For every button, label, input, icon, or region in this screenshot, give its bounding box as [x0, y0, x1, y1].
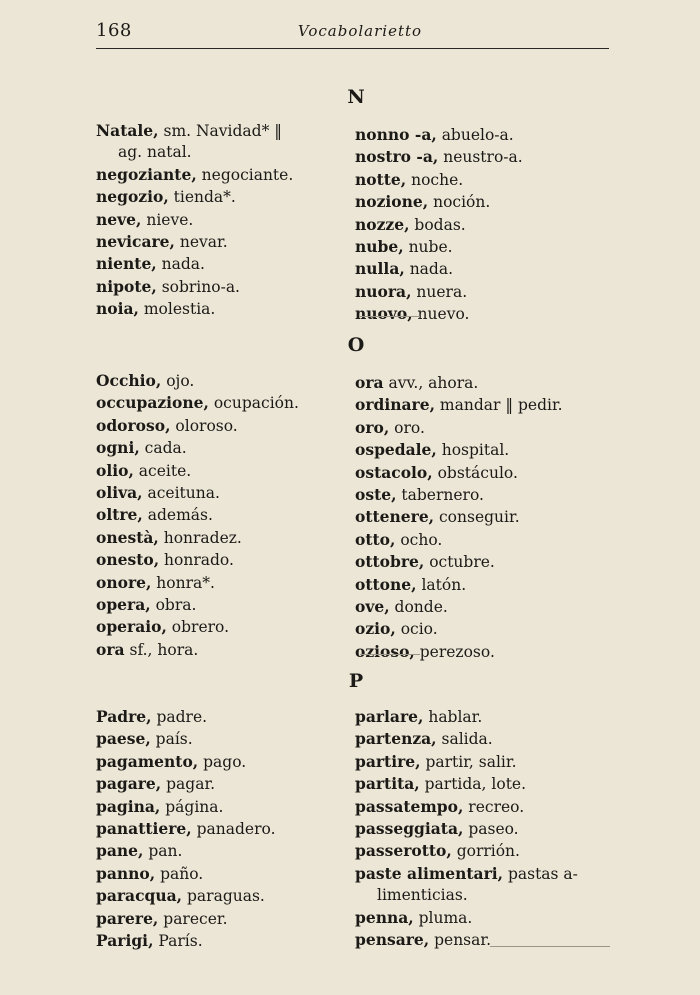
entry-headword: panattiere,: [96, 819, 192, 839]
dictionary-entry: [355, 863, 578, 907]
entry-definition: ocho.: [395, 530, 443, 549]
dictionary-entry: [96, 796, 276, 818]
entry-definition: ojo.: [161, 372, 195, 390]
entry-definition: bodas.: [409, 215, 466, 234]
entry-headword: pagamento,: [96, 751, 199, 771]
dictionary-entry: [96, 415, 299, 437]
entry-definition: página.: [160, 797, 224, 816]
entry-headword: otto,: [355, 529, 396, 549]
section-p-right-column: [355, 706, 578, 951]
dictionary-entry: [96, 253, 293, 275]
entry-headword: Occhio,: [96, 371, 162, 390]
entry-headword: pane,: [96, 841, 144, 861]
entry-definition: nuera.: [411, 282, 468, 301]
entry-headword: Natale,: [96, 121, 159, 140]
section-letter-p: P: [348, 670, 364, 692]
dictionary-entry: [355, 394, 563, 416]
entry-headword: panno,: [96, 863, 156, 883]
entry-headword: onestà,: [96, 527, 159, 547]
entry-definition: hablar.: [423, 708, 483, 726]
entry-definition: nada.: [404, 260, 454, 279]
dictionary-entry: [96, 594, 299, 616]
entry-headword: nozione,: [355, 192, 429, 212]
entry-headword: ospedale,: [355, 440, 437, 460]
entry-definition: sobrino-a.: [156, 277, 240, 296]
entry-definition: sf., hora.: [124, 640, 199, 659]
entry-headword: odoroso,: [96, 415, 171, 435]
entry-definition: abuelo-a.: [436, 126, 514, 144]
entry-headword: ottobre,: [355, 552, 425, 572]
entry-definition: octubre.: [424, 553, 495, 572]
dictionary-entry: [355, 484, 563, 506]
entry-definition: honrado.: [159, 551, 234, 570]
dictionary-entry: [355, 258, 523, 280]
dictionary-entry: [96, 437, 299, 459]
dictionary-entry: [355, 169, 523, 191]
dictionary-entry: [96, 164, 293, 186]
dictionary-entry: [355, 840, 578, 862]
entry-headword: ove,: [355, 597, 390, 617]
entry-definition: oro.: [389, 418, 425, 437]
entry-headword: niente,: [96, 254, 157, 274]
dictionary-entry: [355, 191, 523, 213]
entry-definition: neustro-a.: [438, 148, 523, 167]
entry-definition: país.: [150, 730, 193, 749]
section-o-bottom-rule: [360, 654, 420, 655]
entry-definition: perezoso.: [414, 642, 495, 661]
entry-headword: pensare,: [355, 930, 430, 950]
dictionary-entry: [355, 773, 578, 795]
entry-definition: paseo.: [463, 820, 519, 839]
entry-definition: obstáculo.: [432, 463, 518, 482]
dictionary-entry: [96, 120, 293, 164]
entry-headword: neve,: [96, 209, 142, 229]
entry-definition: aceite.: [133, 461, 192, 480]
dictionary-entry: [96, 572, 299, 594]
dictionary-entry: [355, 796, 578, 818]
entry-definition: París.: [153, 932, 203, 951]
dictionary-entry: [96, 186, 293, 208]
section-letter-o: O: [347, 334, 365, 356]
entry-headword: Padre,: [96, 707, 152, 726]
dictionary-entry: [355, 529, 563, 551]
entry-headword: oliva,: [96, 483, 143, 503]
dictionary-entry: [96, 885, 276, 907]
section-letter-n: N: [347, 86, 365, 108]
entry-headword: ozioso,: [355, 641, 415, 661]
entry-headword: nipote,: [96, 276, 157, 296]
entry-definition: ocupación.: [208, 394, 299, 413]
dictionary-entry: [96, 298, 293, 320]
entry-headword: partenza,: [355, 729, 437, 749]
dictionary-entry: [355, 751, 578, 773]
entry-headword: operaio,: [96, 617, 167, 637]
dictionary-entry: [355, 728, 578, 750]
entry-headword: ottenere,: [355, 507, 435, 527]
entry-headword: ottone,: [355, 574, 417, 594]
page-number: 168: [96, 20, 132, 41]
entry-headword: oste,: [355, 485, 397, 505]
entry-definition: recreo.: [463, 797, 525, 816]
entry-definition: honradez.: [158, 528, 242, 547]
entry-definition: donde.: [389, 598, 448, 617]
entry-headword: oro,: [355, 417, 390, 437]
dictionary-entry: [96, 773, 276, 795]
dictionary-entry: [96, 639, 299, 661]
entry-headword: opera,: [96, 595, 151, 615]
dictionary-entry: [355, 596, 563, 618]
entry-definition: nieve.: [141, 210, 194, 229]
entry-definition: además.: [142, 506, 213, 525]
entry-headword: passerotto,: [355, 841, 452, 861]
dictionary-entry: [96, 231, 293, 253]
dictionary-entry: [355, 929, 578, 951]
dictionary-entry: [96, 504, 299, 526]
entry-headword: pagina,: [96, 796, 161, 816]
entry-headword: oltre,: [96, 505, 143, 525]
dictionary-entry: [96, 392, 299, 414]
section-p-bottom-rule: [490, 946, 610, 947]
entry-definition: nube.: [403, 238, 453, 257]
entry-headword: negozio,: [96, 187, 169, 207]
entry-headword: partita,: [355, 774, 420, 794]
entry-definition: tabernero.: [396, 486, 484, 505]
entry-definition: nada.: [156, 255, 205, 274]
entry-definition: mandar ‖ pedir.: [434, 396, 563, 415]
entry-headword: paese,: [96, 729, 151, 749]
entry-headword: occupazione,: [96, 393, 209, 413]
entry-definition: hospital.: [436, 441, 510, 460]
entry-definition: negociante.: [196, 165, 294, 184]
entry-headword: parere,: [96, 908, 159, 928]
entry-definition: obrero.: [166, 618, 230, 637]
entry-definition: panadero.: [191, 820, 276, 839]
entry-headword: passatempo,: [355, 796, 464, 816]
entry-headword: pagare,: [96, 774, 162, 794]
dictionary-entry: [96, 840, 276, 862]
entry-definition: ocio.: [395, 620, 438, 639]
entry-definition: tienda*.: [168, 188, 236, 207]
entry-definition: nevar.: [174, 233, 228, 252]
dictionary-entry: [96, 908, 276, 930]
entry-definition: conseguir.: [434, 508, 520, 527]
dictionary-entry: [355, 818, 578, 840]
dictionary-entry: [355, 618, 563, 640]
entry-continuation: ag. natal.: [118, 143, 192, 162]
dictionary-entry: [96, 276, 293, 298]
dictionary-entry: [355, 641, 563, 663]
entry-headword: paste alimentari,: [355, 863, 504, 883]
dictionary-entry: [96, 460, 299, 482]
dictionary-entry: [96, 549, 299, 571]
entry-headword: nostro -a,: [355, 147, 439, 167]
header-rule: [96, 48, 609, 49]
entry-headword: penna,: [355, 907, 414, 927]
dictionary-entry: [355, 417, 563, 439]
dictionary-entry: [355, 236, 523, 258]
dictionary-entry: [355, 439, 563, 461]
entry-headword: olio,: [96, 460, 134, 480]
entry-definition: partir, salir.: [420, 752, 517, 771]
section-n-bottom-rule: [360, 316, 420, 317]
dictionary-entry: [355, 214, 523, 236]
entry-headword: ordinare,: [355, 395, 435, 415]
dictionary-entry: [96, 527, 299, 549]
dictionary-entry: [96, 863, 276, 885]
dictionary-entry: [96, 728, 276, 750]
entry-headword: nuora,: [355, 281, 412, 301]
entry-headword: nuovo,: [355, 304, 413, 324]
dictionary-entry: [96, 209, 293, 231]
entry-headword: ora: [96, 639, 125, 659]
entry-headword: parlare,: [355, 707, 424, 726]
section-o-right-column: [355, 372, 563, 663]
dictionary-entry: [96, 616, 299, 638]
dictionary-entry: [355, 281, 523, 303]
entry-definition: paraguas.: [182, 887, 265, 906]
entry-definition: gorrión.: [451, 842, 520, 861]
entry-headword: onore,: [96, 572, 152, 592]
dictionary-entry: [355, 372, 563, 394]
section-n-left-column: [96, 120, 293, 321]
entry-headword: ostacolo,: [355, 462, 433, 482]
entry-headword: passeggiata,: [355, 819, 464, 839]
entry-headword: noia,: [96, 299, 139, 319]
entry-definition: oloroso.: [170, 416, 238, 435]
running-title: Vocabolarietto: [297, 22, 423, 40]
entry-definition: partida, lote.: [419, 775, 527, 794]
entry-headword: onesto,: [96, 550, 160, 570]
dictionary-entry: [355, 506, 563, 528]
entry-definition: nuevo.: [412, 305, 470, 324]
entry-headword: nevicare,: [96, 232, 175, 252]
entry-definition: avv., ahora.: [383, 374, 479, 392]
entry-definition: pastas a-: [503, 864, 578, 883]
entry-definition: pago.: [198, 752, 247, 771]
dictionary-entry: [96, 818, 276, 840]
entry-definition: aceituna.: [142, 484, 220, 503]
dictionary-entry: [355, 907, 578, 929]
entry-headword: negoziante,: [96, 164, 197, 184]
section-p-left-column: [96, 706, 276, 952]
entry-headword: nulla,: [355, 259, 405, 279]
entry-headword: ozio,: [355, 619, 396, 639]
dictionary-entry: [355, 303, 523, 325]
entry-definition: molestia.: [138, 300, 216, 319]
entry-headword: paracqua,: [96, 886, 183, 906]
entry-definition: pluma.: [413, 908, 473, 927]
dictionary-entry: [96, 930, 276, 952]
entry-definition: pensar.: [429, 931, 492, 950]
entry-definition: noche.: [406, 170, 464, 189]
entry-definition: cada.: [139, 439, 187, 458]
dictionary-entry: [96, 482, 299, 504]
entry-definition: sm. Navidad* ‖: [158, 122, 283, 140]
dictionary-entry: [355, 706, 578, 728]
entry-headword: partire,: [355, 751, 421, 771]
dictionary-entry: [355, 146, 523, 168]
entry-definition: honra*.: [151, 573, 215, 592]
dictionary-entry: [96, 751, 276, 773]
entry-definition: paño.: [155, 864, 204, 883]
entry-definition: parecer.: [158, 909, 228, 928]
entry-headword: notte,: [355, 169, 407, 189]
dictionary-entry: [355, 124, 523, 146]
entry-headword: Parigi,: [96, 931, 154, 951]
entry-definition: noción.: [428, 193, 491, 212]
entry-definition: pagar.: [161, 775, 216, 794]
dictionary-entry: [96, 370, 299, 392]
entry-headword: nube,: [355, 237, 404, 257]
section-n-right-column: [355, 124, 523, 326]
dictionary-entry: [355, 574, 563, 596]
entry-continuation: limenticias.: [377, 886, 468, 905]
entry-definition: padre.: [151, 708, 208, 726]
section-o-left-column: [96, 370, 299, 661]
entry-headword: nonno -a,: [355, 125, 437, 144]
dictionary-entry: [355, 551, 563, 573]
dictionary-entry: [355, 462, 563, 484]
entry-headword: ogni,: [96, 438, 140, 458]
entry-headword: nozze,: [355, 214, 410, 234]
entry-headword: ora: [355, 373, 384, 392]
entry-definition: latón.: [416, 575, 467, 594]
entry-definition: salida.: [436, 730, 493, 749]
dictionary-entry: [96, 706, 276, 728]
entry-definition: obra.: [150, 596, 197, 615]
entry-definition: pan.: [143, 842, 183, 861]
